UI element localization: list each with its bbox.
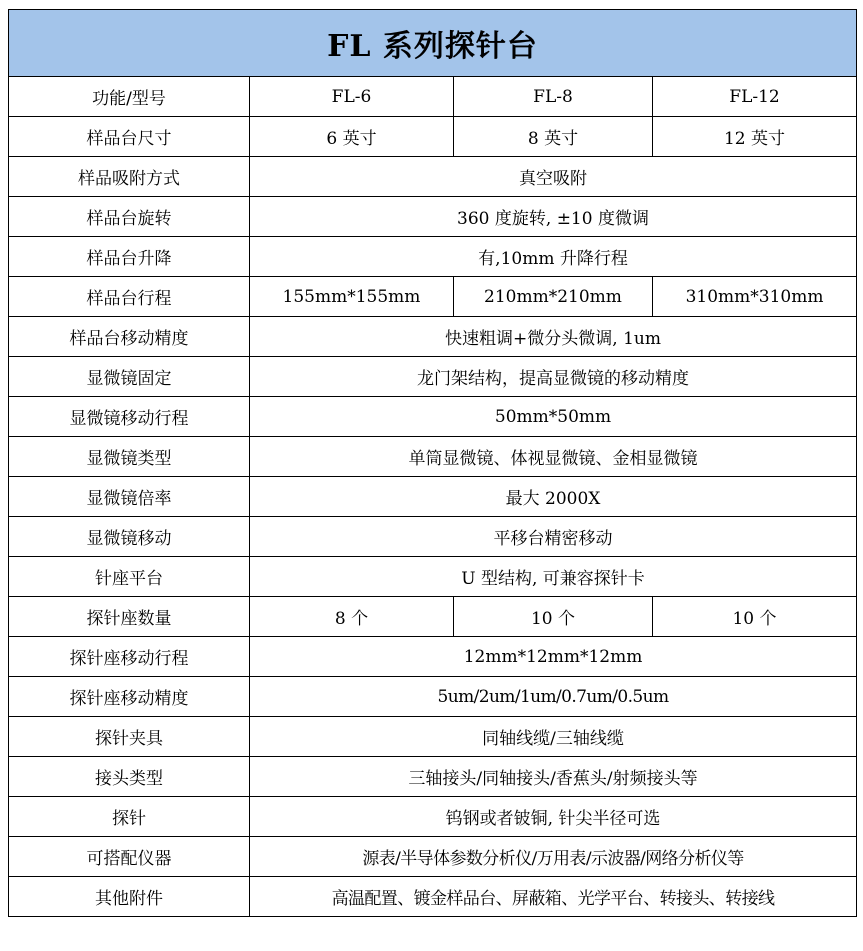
row-value: 10 个 bbox=[454, 597, 653, 637]
row-value: 三轴接头/同轴接头/香蕉头/射频接头等 bbox=[250, 757, 857, 797]
title-row bbox=[9, 10, 857, 77]
row-label: 其他附件 bbox=[9, 877, 250, 917]
row-value: 最大 2000X bbox=[250, 477, 857, 517]
row-label: 样品台行程 bbox=[9, 277, 250, 317]
row-value: FL-8 bbox=[454, 77, 653, 117]
row-value: 平移台精密移动 bbox=[250, 517, 857, 557]
row-label: 样品台移动精度 bbox=[9, 317, 250, 357]
row-value: 8 英寸 bbox=[454, 117, 653, 157]
row-label: 探针 bbox=[9, 797, 250, 837]
row-label: 样品台尺寸 bbox=[9, 117, 250, 157]
table-row bbox=[9, 757, 857, 797]
row-value: 快速粗调+微分头微调, 1um bbox=[250, 317, 857, 357]
table-title: FL 系列探针台 bbox=[9, 10, 857, 77]
table-row bbox=[9, 837, 857, 877]
row-label: 样品吸附方式 bbox=[9, 157, 250, 197]
table-row bbox=[9, 157, 857, 197]
row-value: 6 英寸 bbox=[250, 117, 454, 157]
row-value: 有,10mm 升降行程 bbox=[250, 237, 857, 277]
table-row bbox=[9, 877, 857, 917]
row-value: FL-6 bbox=[250, 77, 454, 117]
row-value: 310mm*310mm bbox=[653, 277, 857, 317]
table-row bbox=[9, 437, 857, 477]
row-value: 同轴线缆/三轴线缆 bbox=[250, 717, 857, 757]
table-row bbox=[9, 717, 857, 757]
row-value: 单筒显微镜、体视显微镜、金相显微镜 bbox=[250, 437, 857, 477]
row-value: 5um/2um/1um/0.7um/0.5um bbox=[250, 677, 857, 717]
spec-table bbox=[8, 9, 857, 917]
row-value: 12mm*12mm*12mm bbox=[250, 637, 857, 677]
table-row bbox=[9, 317, 857, 357]
row-value: U 型结构, 可兼容探针卡 bbox=[250, 557, 857, 597]
table-row bbox=[9, 517, 857, 557]
row-label: 显微镜固定 bbox=[9, 357, 250, 397]
table-row bbox=[9, 237, 857, 277]
row-label: 显微镜倍率 bbox=[9, 477, 250, 517]
row-value: 高温配置、镀金样品台、屏蔽箱、光学平台、转接头、转接线 bbox=[250, 877, 857, 917]
table-row bbox=[9, 637, 857, 677]
row-label: 显微镜类型 bbox=[9, 437, 250, 477]
row-label: 探针夹具 bbox=[9, 717, 250, 757]
row-value: 真空吸附 bbox=[250, 157, 857, 197]
row-value: 源表/半导体参数分析仪/万用表/示波器/网络分析仪等 bbox=[250, 837, 857, 877]
table-row bbox=[9, 397, 857, 437]
row-label: 探针座数量 bbox=[9, 597, 250, 637]
row-value: 50mm*50mm bbox=[250, 397, 857, 437]
table-row bbox=[9, 357, 857, 397]
row-label: 功能/型号 bbox=[9, 77, 250, 117]
table-row bbox=[9, 557, 857, 597]
row-value: 12 英寸 bbox=[653, 117, 857, 157]
table-row bbox=[9, 477, 857, 517]
row-value: 10 个 bbox=[653, 597, 857, 637]
table-row bbox=[9, 277, 857, 317]
row-label: 针座平台 bbox=[9, 557, 250, 597]
table-row bbox=[9, 677, 857, 717]
table-row bbox=[9, 117, 857, 157]
row-label: 样品台旋转 bbox=[9, 197, 250, 237]
table-row bbox=[9, 597, 857, 637]
row-label: 探针座移动精度 bbox=[9, 677, 250, 717]
row-value: FL-12 bbox=[653, 77, 857, 117]
table-row bbox=[9, 797, 857, 837]
table-row bbox=[9, 197, 857, 237]
row-label: 显微镜移动 bbox=[9, 517, 250, 557]
row-value: 8 个 bbox=[250, 597, 454, 637]
row-label: 接头类型 bbox=[9, 757, 250, 797]
row-value: 龙门架结构，提高显微镜的移动精度 bbox=[250, 357, 857, 397]
row-value: 钨钢或者铍铜, 针尖半径可选 bbox=[250, 797, 857, 837]
row-value: 360 度旋转, ±10 度微调 bbox=[250, 197, 857, 237]
table-row bbox=[9, 77, 857, 117]
row-label: 显微镜移动行程 bbox=[9, 397, 250, 437]
row-label: 样品台升降 bbox=[9, 237, 250, 277]
row-value: 210mm*210mm bbox=[454, 277, 653, 317]
row-label: 可搭配仪器 bbox=[9, 837, 250, 877]
row-value: 155mm*155mm bbox=[250, 277, 454, 317]
row-label: 探针座移动行程 bbox=[9, 637, 250, 677]
